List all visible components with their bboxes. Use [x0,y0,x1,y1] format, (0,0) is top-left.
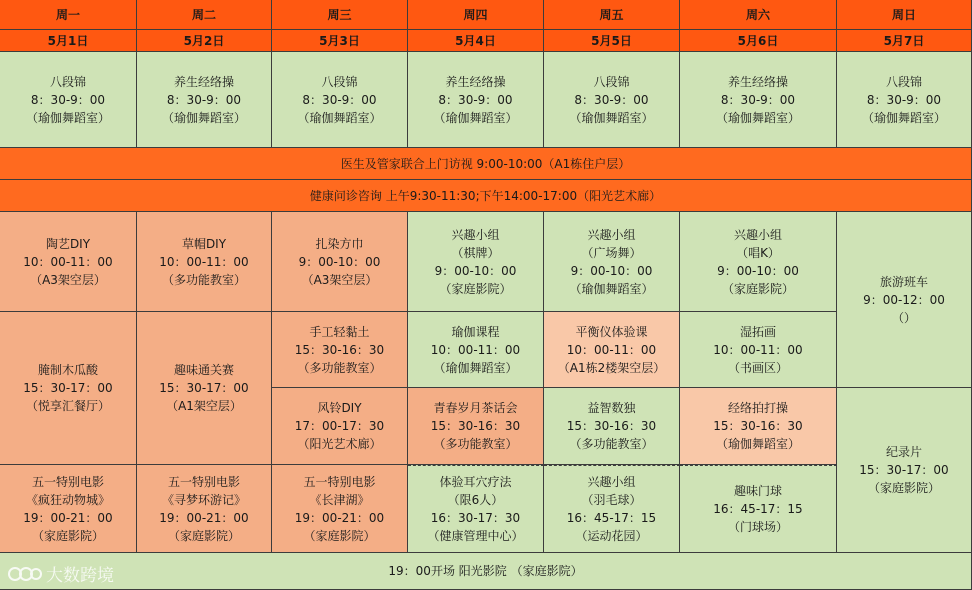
header-day-fri: 周五 [544,0,680,30]
header-date-mon: 5月1日 [0,30,137,52]
cinema-banner: 19：00开场 阳光影院 （家庭影院） [0,553,972,590]
activity-fri-sudoku: 益智数独 15：30-16：30 （多功能教室） [544,388,680,465]
header-date-sat: 5月6日 [680,30,837,52]
activity-tue-movie: 五一特别电影 《寻梦环游记》 19：00-21：00 （家庭影院） [137,465,272,553]
activity-mon-pickled-papaya: 腌制木瓜酸 15：30-17：00 （悦享汇餐厅） [0,312,137,465]
activity-sat-karaoke: 兴趣小组 （唱K） 9：00-10：00 （家庭影院） [680,212,837,312]
activity-sat-croquet: 趣味门球 16：45-17：15 （门球场） [680,465,837,553]
activity-mon-movie: 五一特别电影 《疯狂动物城》 19：00-21：00 （家庭影院） [0,465,137,553]
activity-tue-straw-hat: 草帽DIY 10：00-11：00 （多功能教室） [137,212,272,312]
header-date-sun: 5月7日 [837,30,972,52]
morning-fri: 八段锦 8：30-9：00 （瑜伽舞蹈室） [544,52,680,148]
morning-thu: 养生经络操 8：30-9：00 （瑜伽舞蹈室） [408,52,544,148]
header-day-tue: 周二 [137,0,272,30]
home-visit-banner: 医生及管家联合上门访视 9:00-10:00（A1栋住户层） [0,148,972,180]
morning-mon: 八段锦 8：30-9：00 （瑜伽舞蹈室） [0,52,137,148]
header-date-wed: 5月3日 [272,30,408,52]
activity-fri-square-dance: 兴趣小组 （广场舞） 9：00-10：00 （瑜伽舞蹈室） [544,212,680,312]
header-day-wed: 周三 [272,0,408,30]
header-day-sat: 周六 [680,0,837,30]
header-date-tue: 5月2日 [137,30,272,52]
morning-sat: 养生经络操 8：30-9：00 （瑜伽舞蹈室） [680,52,837,148]
activity-sun-tour-bus: 旅游班车 9：00-12：00 （） [837,212,972,388]
header-day-thu: 周四 [408,0,544,30]
brand-logo-icon [8,563,42,585]
header-date-thu: 5月4日 [408,30,544,52]
activity-sat-meridian-pat: 经络拍打操 15：30-16：30 （瑜伽舞蹈室） [680,388,837,465]
watermark-text: 大数跨境 [46,566,114,586]
activity-mon-pottery: 陶艺DIY 10：00-11：00 （A3架空层） [0,212,137,312]
activity-wed-clay: 手工轻黏土 15：30-16：30 （多功能教室） [272,312,408,388]
activity-tue-challenge-game: 趣味通关赛 15：30-17：00 （A1架空层） [137,312,272,465]
activity-thu-yoga: 瑜伽课程 10：00-11：00 （瑜伽舞蹈室） [408,312,544,388]
morning-wed: 八段锦 8：30-9：00 （瑜伽舞蹈室） [272,52,408,148]
header-day-sun: 周日 [837,0,972,30]
activity-wed-wind-chime: 风铃DIY 17：00-17：30 （阳光艺术廊） [272,388,408,465]
health-consult-banner: 健康问诊咨询 上午9:30-11:30;下午14:00-17:00（阳光艺术廊） [0,180,972,212]
morning-tue: 养生经络操 8：30-9：00 （瑜伽舞蹈室） [137,52,272,148]
activity-wed-movie: 五一特别电影 《长津湖》 19：00-21：00 （家庭影院） [272,465,408,553]
activity-sun-documentary: 纪录片 15：30-17：00 （家庭影院） [837,388,972,553]
activity-fri-balance-class: 平衡仪体验课 10：00-11：00 （A1栋2楼架空层） [544,312,680,388]
activity-wed-tie-dye: 扎染方巾 9：00-10：00 （A3架空层） [272,212,408,312]
header-date-fri: 5月5日 [544,30,680,52]
header-day-mon: 周一 [0,0,137,30]
activity-thu-chess-group: 兴趣小组 （棋牌） 9：00-10：00 （家庭影院） [408,212,544,312]
activity-sat-wet-painting: 湿拓画 10：00-11：00 （书画区） [680,312,837,388]
activity-thu-tea-party: 青春岁月茶话会 15：30-16：30 （多功能教室） [408,388,544,465]
activity-thu-ear-therapy: 体验耳穴疗法 （限6人） 16：30-17：30 （健康管理中心） [408,465,544,553]
watermark [8,561,114,586]
morning-sun: 八段锦 8：30-9：00 （瑜伽舞蹈室） [837,52,972,148]
activity-fri-badminton: 兴趣小组 （羽毛球） 16：45-17：15 （运动花园） [544,465,680,553]
